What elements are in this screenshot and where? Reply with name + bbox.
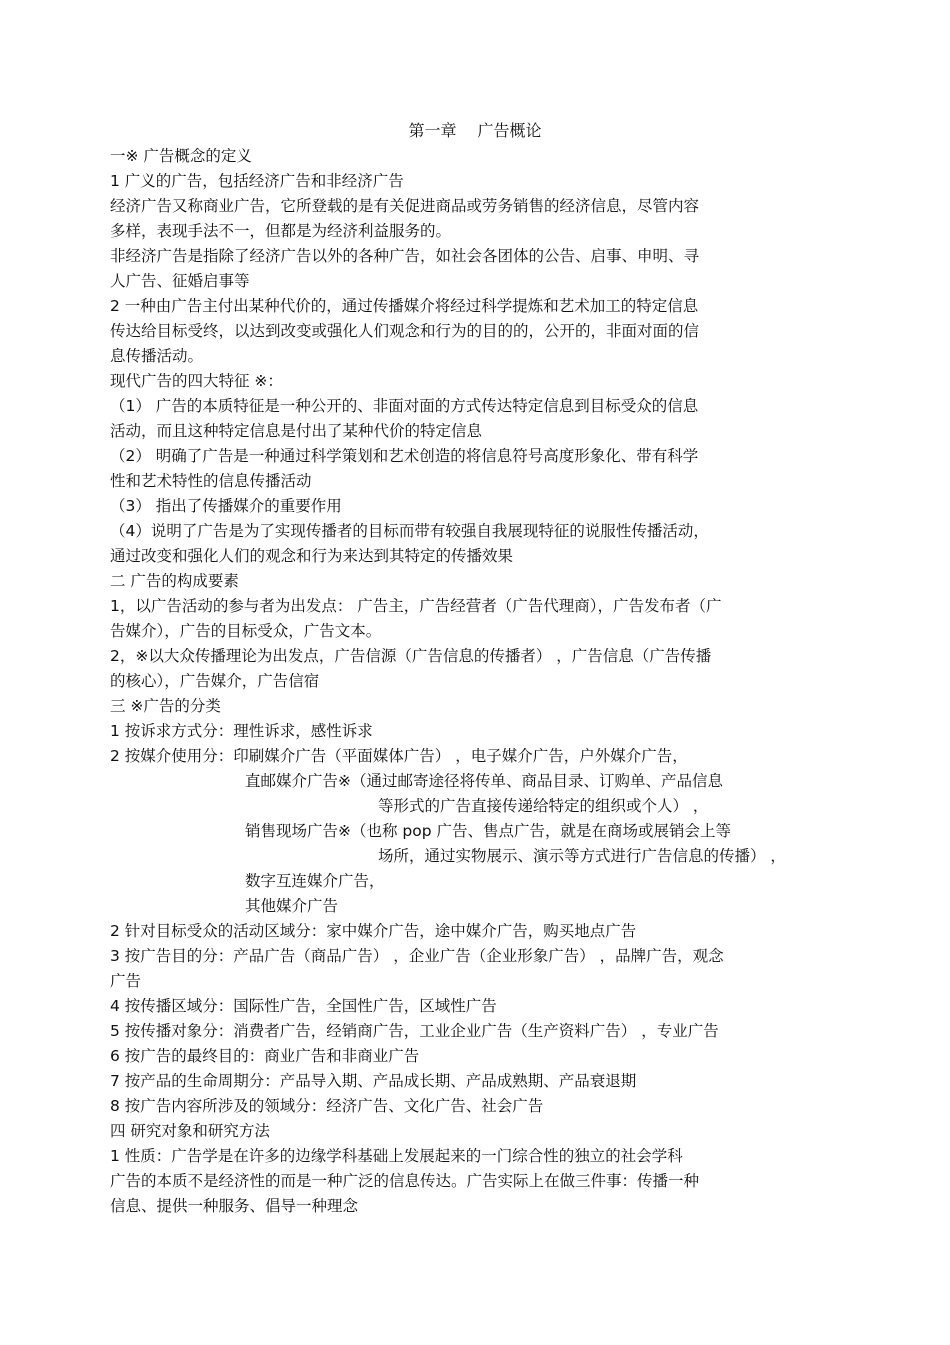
- text-line: 4 按传播区域分：国际性广告，全国性广告，区域性广告: [110, 997, 497, 1015]
- text-line: 广告的本质不是经济性的而是一种广泛的信息传达。广告实际上在做三件事：传播一种: [110, 1172, 700, 1190]
- text-line: 四 研究对象和研究方法: [110, 1122, 270, 1140]
- text-line: 息传播活动。: [110, 347, 204, 365]
- text-line: 人广告、征婚启事等: [110, 272, 250, 290]
- text-line: （1） 广告的本质特征是一种公开的、非面对面的方式传达特定信息到目标受众的信息: [110, 397, 699, 415]
- text-line: 通过改变和强化人们的观念和行为来达到其特定的传播效果: [110, 547, 514, 565]
- text-line: 数字互连媒介广告，: [245, 872, 385, 890]
- text-line: （3） 指出了传播媒介的重要作用: [110, 497, 342, 515]
- text-line: 经济广告又称商业广告，它所登载的是有关促进商品或劳务销售的经济信息，尽管内容: [110, 197, 700, 215]
- text-line: 性和艺术特性的信息传播活动: [110, 472, 312, 490]
- text-line: 场所，通过实物展示、演示等方式进行广告信息的传播） ，: [378, 847, 786, 865]
- text-line: 多样，表现手法不一，但都是为经济利益服务的。: [110, 222, 452, 240]
- text-line: 1 广义的广告，包括经济广告和非经济广告: [110, 172, 404, 190]
- text-line: 广告: [110, 972, 142, 990]
- chapter-title: 第一章 广告概论: [408, 121, 542, 140]
- text-line: 信息、提供一种服务、倡导一种理念: [110, 1197, 359, 1215]
- text-line: 三 ※广告的分类: [110, 697, 221, 715]
- text-line: 现代广告的四大特征 ※：: [110, 372, 283, 390]
- text-line: 一※ 广告概念的定义: [110, 147, 252, 165]
- text-line: 告媒介），广告的目标受众，广告文本。: [110, 622, 382, 640]
- text-line: 直邮媒介广告※（通过邮寄途径将传单、商品目录、订购单、产品信息: [245, 772, 723, 790]
- text-line: 2 针对目标受众的活动区域分：家中媒介广告，途中媒介广告，购买地点广告: [110, 922, 637, 940]
- text-line: 5 按传播对象分：消费者广告，经销商广告，工业企业广告（生产资料广告） ，专业广告: [110, 1022, 719, 1040]
- text-line: 2，※以大众传播理论为出发点，广告信源（广告信息的传播者） ，广告信息（广告传播: [110, 647, 712, 665]
- text-line: 1 按诉求方式分：理性诉求，感性诉求: [110, 722, 373, 740]
- text-line: 活动，而且这种特定信息是付出了某种代价的特定信息: [110, 422, 483, 440]
- text-line: 其他媒介广告: [245, 897, 339, 915]
- text-line: （4）说明了广告是为了实现传播者的目标而带有较强自我展现特征的说服性传播活动，: [110, 522, 709, 540]
- text-line: （2） 明确了广告是一种通过科学策划和艺术创造的将信息符号高度形象化、带有科学: [110, 447, 699, 465]
- text-line: 8 按广告内容所涉及的领域分：经济广告、文化广告、社会广告: [110, 1097, 544, 1115]
- text-line: 等形式的广告直接传递给特定的组织或个人） ，: [378, 797, 709, 815]
- text-line: 传达给目标受终，以达到改变或强化人们观念和行为的目的的，公开的，非面对面的信: [110, 322, 700, 340]
- text-line: 2 按媒介使用分：印刷媒介广告（平面媒体广告） ，电子媒介广告，户外媒介广告，: [110, 747, 688, 765]
- text-line: 的核心），广告媒介，广告信宿: [110, 672, 320, 690]
- text-line: 销售现场广告※（也称 pop 广告、售点广告，就是在商场或展销会上等: [245, 822, 732, 840]
- text-line: 6 按广告的最终目的：商业广告和非商业广告: [110, 1047, 420, 1065]
- text-line: 1 性质：广告学是在许多的边缘学科基础上发展起来的一门综合性的独立的社会学科: [110, 1147, 683, 1165]
- text-line: 7 按产品的生命周期分：产品导入期、产品成长期、产品成熟期、产品衰退期: [110, 1072, 637, 1090]
- text-line: 3 按广告目的分：产品广告（商品广告） ，企业广告（企业形象广告） ，品牌广告，观念: [110, 947, 724, 965]
- text-line: 1，以广告活动的参与者为出发点： 广告主，广告经营者（广告代理商），广告发布者（广: [110, 597, 722, 615]
- text-line: 2 一种由广告主付出某种代价的，通过传播媒介将经过科学提炼和艺术加工的特定信息: [110, 297, 699, 315]
- text-line: 二 广告的构成要素: [110, 572, 239, 590]
- text-line: 非经济广告是指除了经济广告以外的各种广告，如社会各团体的公告、启事、申明、寻: [110, 247, 700, 265]
